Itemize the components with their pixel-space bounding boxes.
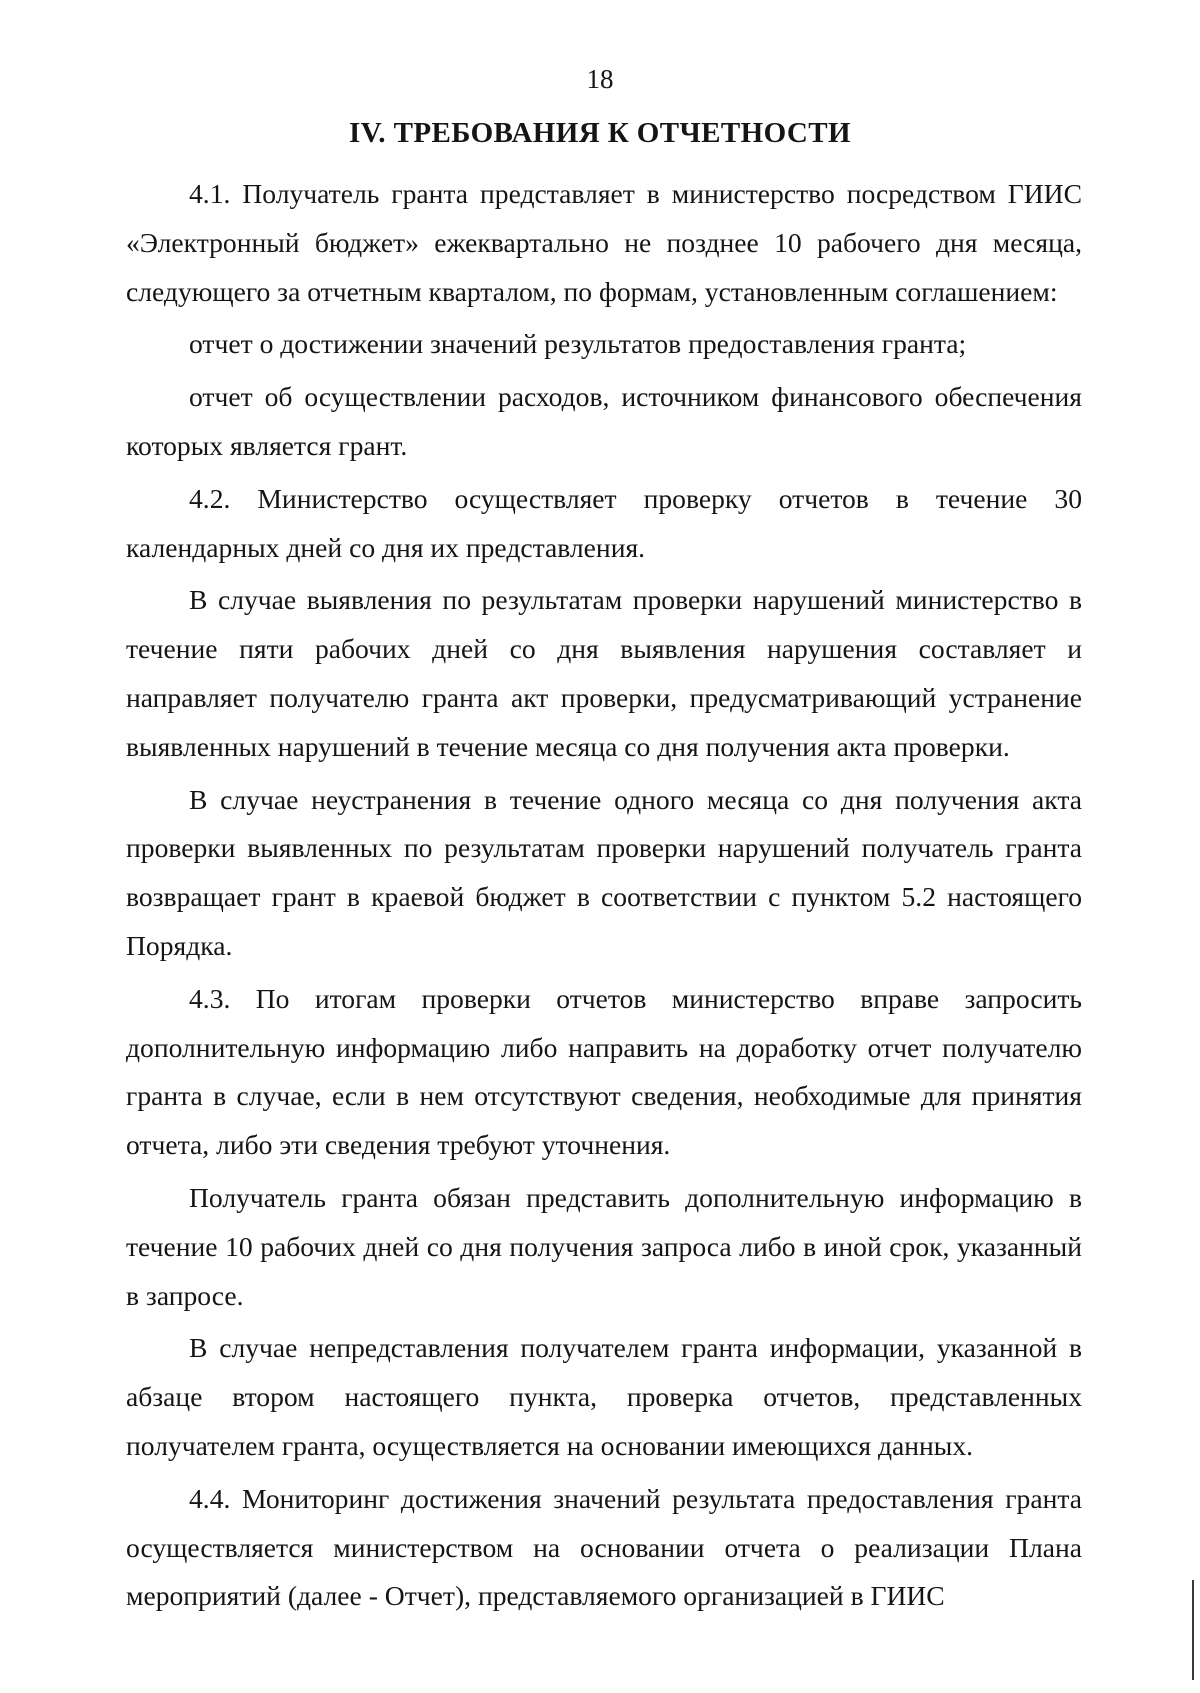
page-number: 18 [586, 64, 614, 94]
section-heading: IV. ТРЕБОВАНИЯ К ОТЧЕТНОСТИ [349, 117, 851, 149]
scan-edge-mark [1192, 1580, 1194, 1680]
paragraph-additional-info: Получатель гранта обязан представить дополнительную информацию в течение 10 рабочих дней со дня получения запроса либо в иной срок, указанный в запросе. [126, 1181, 1082, 1311]
paragraph-4-4: 4.4. Мониторинг достижения значений результата предоставления гранта осуществляется министерством на основании отчета о реализации Плана мероприятий (далее - Отчет), представляемого организацией в ГИИС [126, 1482, 1082, 1612]
paragraph-4-2: 4.2. Министерство осуществляет проверку отчетов в течение 30 календарных дней со дня их представления. [126, 482, 1082, 563]
paragraph-non-elimination: В случае неустранения в течение одного месяца со дня получения акта проверки выявленных по результатам проверки нарушений получатель гранта возвращает грант в краевой бюджет в соответствии с пунктом 5.2 настоящего Порядка. [126, 783, 1082, 961]
paragraph-non-submission: В случае непредставления получателем гранта информации, указанной в абзаце втором настоящего пункта, проверка отчетов, представленных получателем гранта, осуществляется на основании имеющихся данных. [126, 1332, 1082, 1461]
paragraph-report-expenses: отчет об осуществлении расходов, источником финансового обеспечения которых является грант. [126, 381, 1082, 461]
paragraph-4-1: 4.1. Получатель гранта представляет в министерство посредством ГИИС «Электронный бюджет» ежеквартально не позднее 10 рабочего дня месяца, следующего за отчетным кварталом, по формам, установленным соглашением: [126, 178, 1082, 307]
paragraph-4-3: 4.3. По итогам проверки отчетов министерство вправе запросить дополнительную информацию либо направить на доработку отчет получателю гранта в случае, если в нем отсутствуют сведения, необходимые для принятия отчета, либо эти сведения требуют уточнения. [126, 982, 1082, 1161]
body-text [126, 170, 1082, 1625]
paragraph-violations: В случае выявления по результатам проверки нарушений министерство в течение пяти рабочих дней со дня выявления нарушения составляет и направляет получателю гранта акт проверки, предусматривающий устранение выявленных нарушений в течение месяца со дня получения акта проверки. [126, 584, 1082, 762]
paragraph-report-results: отчет о достижении значений результатов предоставления гранта; [189, 328, 967, 360]
